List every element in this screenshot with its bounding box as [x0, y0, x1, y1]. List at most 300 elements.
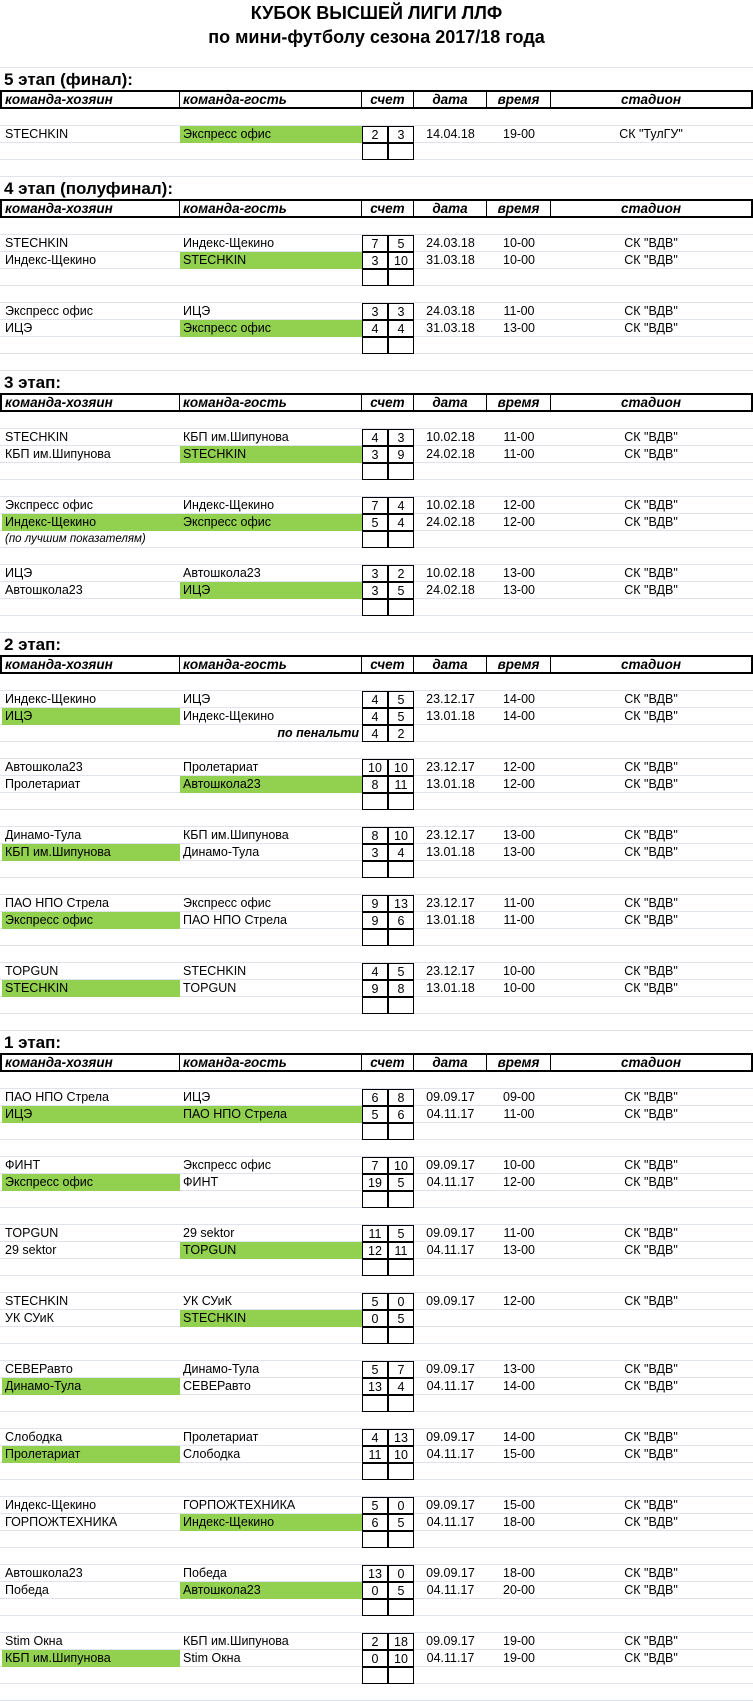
match-time: 13-00 — [503, 828, 535, 842]
home-team: Динамо-Тула — [5, 828, 82, 842]
guest-team: Пролетариат — [183, 760, 259, 774]
header-time: время — [487, 1055, 551, 1070]
match-row — [0, 1310, 753, 1327]
guest-score: 5 — [388, 1174, 414, 1191]
guest-team: Экспресс офис — [183, 896, 271, 910]
empty-row — [0, 616, 753, 633]
guest-team: ИЦЭ — [183, 1090, 211, 1104]
penalty-label: по пенальти — [277, 726, 359, 740]
match-time: 12-00 — [503, 498, 535, 512]
match-stadium: СК "ВДВ" — [624, 498, 678, 512]
empty-row — [0, 1480, 753, 1497]
home-team: Пролетариат — [5, 777, 81, 791]
match-time: 20-00 — [503, 1583, 535, 1597]
stage-title: 4 этап (полуфинал): — [4, 179, 173, 198]
guest-team: ИЦЭ — [183, 304, 211, 318]
match-date: 09.09.17 — [426, 1634, 475, 1648]
match-stadium: СК "ВДВ" — [624, 760, 678, 774]
home-score: 0 — [362, 1582, 388, 1599]
home-score: 2 — [362, 126, 388, 143]
home-team: ИЦЭ — [5, 566, 33, 580]
match-date: 24.02.18 — [426, 447, 475, 461]
tie-footer-row — [0, 531, 753, 548]
match-stadium: СК "ВДВ" — [624, 583, 678, 597]
stage-title: 1 этап: — [4, 1033, 62, 1052]
guest-score — [388, 599, 414, 616]
match-row — [0, 1225, 753, 1242]
home-team: КБП им.Шипунова — [2, 1650, 180, 1667]
header-guest: команда-гость — [180, 657, 362, 672]
match-time: 13-00 — [503, 321, 535, 335]
header-stadium: стадион — [620, 201, 681, 216]
home-team: ИЦЭ — [2, 708, 180, 725]
guest-score — [388, 1259, 414, 1276]
home-score: 5 — [362, 1293, 388, 1310]
match-stadium: СК "ВДВ" — [624, 1498, 678, 1512]
empty-row — [0, 810, 753, 827]
home-team: ПАО НПО Стрела — [5, 896, 109, 910]
home-team: Автошкола23 — [5, 1566, 83, 1580]
guest-score: 5 — [388, 1225, 414, 1242]
match-row — [0, 776, 753, 793]
home-team: Динамо-Тула — [2, 1378, 180, 1395]
guest-score: 4 — [388, 844, 414, 861]
tie-footer-row — [0, 1463, 753, 1480]
guest-score: 2 — [388, 725, 414, 742]
home-score: 4 — [362, 708, 388, 725]
guest-score: 8 — [388, 1089, 414, 1106]
guest-team: Слободка — [183, 1447, 241, 1461]
tie-footer-row — [0, 1599, 753, 1616]
match-row — [0, 320, 753, 337]
home-team: STECHKIN — [5, 127, 69, 141]
guest-team: КБП им.Шипунова — [183, 828, 289, 842]
guest-team: Автошкола23 — [180, 776, 362, 793]
header-date: дата — [414, 201, 487, 216]
match-time: 14-00 — [503, 1430, 535, 1444]
match-time: 10-00 — [503, 981, 535, 995]
match-time: 10-00 — [503, 236, 535, 250]
empty-row — [0, 286, 753, 303]
home-score: 13 — [362, 1565, 388, 1582]
match-date: 09.09.17 — [426, 1566, 475, 1580]
match-row — [0, 1565, 753, 1582]
match-row — [0, 1361, 753, 1378]
guest-score — [388, 1667, 414, 1684]
home-score: 3 — [362, 844, 388, 861]
match-time: 11-00 — [503, 896, 535, 910]
match-row — [0, 1633, 753, 1650]
match-stadium: СК "ВДВ" — [624, 253, 678, 267]
home-team: STECHKIN — [2, 980, 180, 997]
tie-footer-row — [0, 1259, 753, 1276]
guest-team: STECHKIN — [180, 252, 362, 269]
header-home: команда-хозяин — [2, 1055, 180, 1070]
guest-team: STECHKIN — [183, 964, 247, 978]
guest-score: 7 — [388, 1361, 414, 1378]
match-row — [0, 565, 753, 582]
match-row — [0, 446, 753, 463]
match-time: 11-00 — [503, 1226, 535, 1240]
guest-score — [388, 269, 414, 286]
match-stadium: СК "ВДВ" — [624, 1651, 678, 1665]
match-stadium: СК "ВДВ" — [624, 777, 678, 791]
match-date: 09.09.17 — [426, 1294, 475, 1308]
home-score: 0 — [362, 1310, 388, 1327]
match-row — [0, 827, 753, 844]
home-score — [362, 1259, 388, 1276]
match-time: 14-00 — [503, 1379, 535, 1393]
match-date: 24.03.18 — [426, 304, 475, 318]
guest-score: 11 — [388, 1242, 414, 1259]
match-date: 09.09.17 — [426, 1158, 475, 1172]
guest-score: 0 — [388, 1293, 414, 1310]
match-row — [0, 1293, 753, 1310]
match-time: 12-00 — [503, 1175, 535, 1189]
home-team: Экспресс офис — [2, 912, 180, 929]
match-row — [0, 126, 753, 143]
match-time: 15-00 — [503, 1498, 535, 1512]
header-score: счет — [362, 201, 414, 216]
header-date: дата — [414, 395, 487, 410]
home-score: 6 — [362, 1514, 388, 1531]
match-time: 18-00 — [503, 1566, 535, 1580]
home-team: Экспресс офис — [5, 498, 93, 512]
guest-team: TOPGUN — [183, 981, 237, 995]
home-score — [362, 599, 388, 616]
match-time: 11-00 — [503, 304, 535, 318]
guest-score — [388, 793, 414, 810]
match-row — [0, 1089, 753, 1106]
home-score: 3 — [362, 582, 388, 599]
tie-footer-row — [0, 929, 753, 946]
home-team: Победа — [5, 1583, 49, 1597]
guest-score: 3 — [388, 303, 414, 320]
match-stadium: СК "ВДВ" — [624, 1634, 678, 1648]
match-time: 11-00 — [503, 430, 535, 444]
empty-row — [0, 480, 753, 497]
guest-score — [388, 1123, 414, 1140]
header-stadium: стадион — [620, 395, 681, 410]
guest-score — [388, 929, 414, 946]
home-team: STECHKIN — [5, 430, 69, 444]
header-score: счет — [362, 92, 414, 107]
match-date: 13.01.18 — [426, 777, 475, 791]
guest-team: ИЦЭ — [180, 582, 362, 599]
home-team: КБП им.Шипунова — [2, 844, 180, 861]
match-row — [0, 235, 753, 252]
home-team: Экспресс офис — [5, 304, 93, 318]
home-team: TOPGUN — [5, 1226, 59, 1240]
guest-score: 6 — [388, 1106, 414, 1123]
match-date: 09.09.17 — [426, 1362, 475, 1376]
match-time: 09-00 — [503, 1090, 535, 1104]
guest-score: 8 — [388, 980, 414, 997]
home-score: 3 — [362, 252, 388, 269]
guest-score — [388, 861, 414, 878]
home-score: 9 — [362, 912, 388, 929]
empty-row — [0, 354, 753, 371]
home-score: 6 — [362, 1089, 388, 1106]
match-stadium: СК "ВДВ" — [624, 1090, 678, 1104]
guest-score: 4 — [388, 1378, 414, 1395]
match-row — [0, 252, 753, 269]
match-stadium: СК "ВДВ" — [624, 1243, 678, 1257]
match-date: 23.12.17 — [426, 964, 475, 978]
empty-row — [0, 218, 753, 235]
match-stadium: СК "ВДВ" — [624, 1175, 678, 1189]
guest-team: Пролетариат — [183, 1430, 259, 1444]
tie-footer-row — [0, 1327, 753, 1344]
guest-score: 4 — [388, 514, 414, 531]
guest-score: 10 — [388, 1650, 414, 1667]
home-team: ИЦЭ — [5, 321, 33, 335]
home-team: Индекс-Щекино — [5, 253, 97, 267]
guest-score — [388, 1327, 414, 1344]
header-home: команда-хозяин — [2, 657, 180, 672]
guest-score: 0 — [388, 1565, 414, 1582]
empty-row — [0, 51, 753, 68]
match-stadium: СК "ВДВ" — [624, 1430, 678, 1444]
table-header — [0, 655, 753, 674]
empty-row — [0, 1616, 753, 1633]
guest-score — [388, 997, 414, 1014]
guest-team: Индекс-Щекино — [180, 1514, 362, 1531]
home-score: 0 — [362, 1650, 388, 1667]
match-date: 23.12.17 — [426, 828, 475, 842]
match-date: 24.03.18 — [426, 236, 475, 250]
guest-score: 18 — [388, 1633, 414, 1650]
match-time: 13-00 — [503, 1362, 535, 1376]
match-date: 24.02.18 — [426, 515, 475, 529]
empty-row — [0, 1208, 753, 1225]
tie-footer-row — [0, 861, 753, 878]
tie-footer-row — [0, 463, 753, 480]
table-header — [0, 90, 753, 109]
match-date: 09.09.17 — [426, 1430, 475, 1444]
match-time: 11-00 — [503, 1107, 535, 1121]
header-score: счет — [362, 1055, 414, 1070]
match-stadium: СК "ВДВ" — [624, 692, 678, 706]
match-date: 13.01.18 — [426, 845, 475, 859]
tie-footer-row — [0, 337, 753, 354]
header-stadium: стадион — [620, 657, 681, 672]
match-row — [0, 497, 753, 514]
match-date: 23.12.17 — [426, 760, 475, 774]
guest-score — [388, 1599, 414, 1616]
match-date: 04.11.17 — [426, 1107, 475, 1121]
guest-score: 3 — [388, 126, 414, 143]
header-guest: команда-гость — [180, 92, 362, 107]
match-stadium: СК "ВДВ" — [624, 566, 678, 580]
match-date: 04.11.17 — [426, 1379, 475, 1393]
header-guest: команда-гость — [180, 395, 362, 410]
guest-score: 2 — [388, 565, 414, 582]
match-time: 18-00 — [503, 1515, 535, 1529]
match-stadium: СК "ВДВ" — [624, 845, 678, 859]
guest-score: 10 — [388, 1157, 414, 1174]
guest-team: Динамо-Тула — [183, 845, 260, 859]
match-row — [0, 1497, 753, 1514]
match-date: 31.03.18 — [426, 253, 475, 267]
empty-row — [0, 160, 753, 177]
header-home: команда-хозяин — [2, 395, 180, 410]
match-row — [0, 708, 753, 725]
match-time: 14-00 — [503, 692, 535, 706]
match-stadium — [551, 1310, 751, 1327]
empty-row — [0, 109, 753, 126]
home-team: Индекс-Щекино — [5, 1498, 97, 1512]
home-score: 8 — [362, 776, 388, 793]
header-time: время — [487, 657, 551, 672]
home-team: УК СУиК — [5, 1311, 54, 1325]
home-score: 13 — [362, 1378, 388, 1395]
match-date: 04.11.17 — [426, 1651, 475, 1665]
guest-team: Индекс-Щекино — [183, 236, 275, 250]
table-header — [0, 199, 753, 218]
guest-score: 4 — [388, 497, 414, 514]
guest-score: 5 — [388, 235, 414, 252]
match-date: 04.11.17 — [426, 1583, 475, 1597]
match-stadium: СК "ВДВ" — [624, 1447, 678, 1461]
match-date: 24.02.18 — [426, 583, 475, 597]
guest-score: 5 — [388, 963, 414, 980]
match-row — [0, 759, 753, 776]
guest-score: 3 — [388, 429, 414, 446]
guest-team: STECHKIN — [180, 1310, 362, 1327]
match-row — [0, 895, 753, 912]
home-team: 29 sektor — [5, 1243, 57, 1257]
empty-row — [0, 674, 753, 691]
tie-footer-row — [0, 269, 753, 286]
match-stadium: СК "ВДВ" — [624, 1566, 678, 1580]
guest-team: КБП им.Шипунова — [183, 430, 289, 444]
match-stadium: СК "ВДВ" — [624, 1107, 678, 1121]
stage-title: 2 этап: — [4, 635, 62, 654]
empty-row — [0, 1140, 753, 1157]
home-team: Индекс-Щекино — [2, 514, 180, 531]
guest-score — [388, 1531, 414, 1548]
guest-score: 13 — [388, 1429, 414, 1446]
match-time: 12-00 — [503, 760, 535, 774]
empty-row — [0, 1014, 753, 1031]
empty-row — [0, 742, 753, 759]
match-time: 11-00 — [503, 447, 535, 461]
match-stadium: СК "ВДВ" — [624, 1226, 678, 1240]
match-time: 13-00 — [503, 566, 535, 580]
guest-team: ПАО НПО Стрела — [183, 913, 287, 927]
home-score: 4 — [362, 725, 388, 742]
match-time: 19-00 — [503, 1651, 535, 1665]
guest-score: 4 — [388, 320, 414, 337]
stage-title: 3 этап: — [4, 373, 62, 392]
home-score — [362, 1531, 388, 1548]
tie-footer-row — [0, 1667, 753, 1684]
header-score: счет — [362, 657, 414, 672]
home-score: 2 — [362, 1633, 388, 1650]
guest-score — [388, 1463, 414, 1480]
home-score: 5 — [362, 514, 388, 531]
empty-row — [0, 1276, 753, 1293]
home-score: 10 — [362, 759, 388, 776]
match-row — [0, 1157, 753, 1174]
match-row — [0, 1242, 753, 1259]
tie-note: (по лучшим показателям) — [5, 533, 146, 545]
guest-score: 5 — [388, 691, 414, 708]
guest-team: STECHKIN — [180, 446, 362, 463]
match-date: 04.11.17 — [426, 1515, 475, 1529]
empty-row — [0, 548, 753, 565]
guest-team: Экспресс офис — [180, 126, 362, 143]
home-score — [362, 929, 388, 946]
match-date: 09.09.17 — [426, 1226, 475, 1240]
match-stadium: СК "ВДВ" — [624, 709, 678, 723]
guest-team: ПАО НПО Стрела — [180, 1106, 362, 1123]
tie-footer-row — [0, 1123, 753, 1140]
guest-team: ФИНТ — [183, 1175, 219, 1189]
guest-team: Индекс-Щекино — [183, 498, 275, 512]
match-date: 13.01.18 — [426, 709, 475, 723]
guest-score: 10 — [388, 827, 414, 844]
home-score — [362, 997, 388, 1014]
match-stadium: СК "ВДВ" — [624, 515, 678, 529]
tie-footer-row — [0, 997, 753, 1014]
home-score — [362, 1327, 388, 1344]
match-time — [487, 1310, 551, 1327]
match-time: 11-00 — [503, 913, 535, 927]
guest-team: Stim Окна — [183, 1651, 241, 1665]
home-score: 9 — [362, 980, 388, 997]
home-score: 19 — [362, 1174, 388, 1191]
match-date: 10.02.18 — [426, 566, 475, 580]
match-time: 13-00 — [503, 583, 535, 597]
page-title: КУБОК ВЫСШЕЙ ЛИГИ ЛЛФ — [250, 3, 503, 23]
match-row — [0, 1106, 753, 1123]
empty-row — [0, 412, 753, 429]
home-score — [362, 1599, 388, 1616]
home-score: 7 — [362, 1157, 388, 1174]
header-date: дата — [414, 657, 487, 672]
match-date: 10.02.18 — [426, 430, 475, 444]
header-time: время — [487, 395, 551, 410]
match-time: 15-00 — [503, 1447, 535, 1461]
guest-team: УК СУиК — [183, 1294, 232, 1308]
match-row — [0, 1650, 753, 1667]
match-time: 19-00 — [503, 1634, 535, 1648]
home-score: 5 — [362, 1361, 388, 1378]
guest-score — [388, 463, 414, 480]
guest-score: 11 — [388, 776, 414, 793]
guest-score — [388, 1395, 414, 1412]
home-score: 4 — [362, 691, 388, 708]
guest-score: 13 — [388, 895, 414, 912]
home-team: КБП им.Шипунова — [5, 447, 111, 461]
home-team: Экспресс офис — [2, 1174, 180, 1191]
guest-score: 5 — [388, 1582, 414, 1599]
home-team: Автошкола23 — [5, 583, 83, 597]
table-header — [0, 393, 753, 412]
match-time: 12-00 — [503, 515, 535, 529]
match-row — [0, 582, 753, 599]
home-team: TOPGUN — [5, 964, 59, 978]
match-row — [0, 963, 753, 980]
match-date: 13.01.18 — [426, 981, 475, 995]
guest-team: Экспресс офис — [180, 514, 362, 531]
match-date: 31.03.18 — [426, 321, 475, 335]
home-score — [362, 269, 388, 286]
header-home: команда-хозяин — [2, 201, 180, 216]
home-score — [362, 1463, 388, 1480]
